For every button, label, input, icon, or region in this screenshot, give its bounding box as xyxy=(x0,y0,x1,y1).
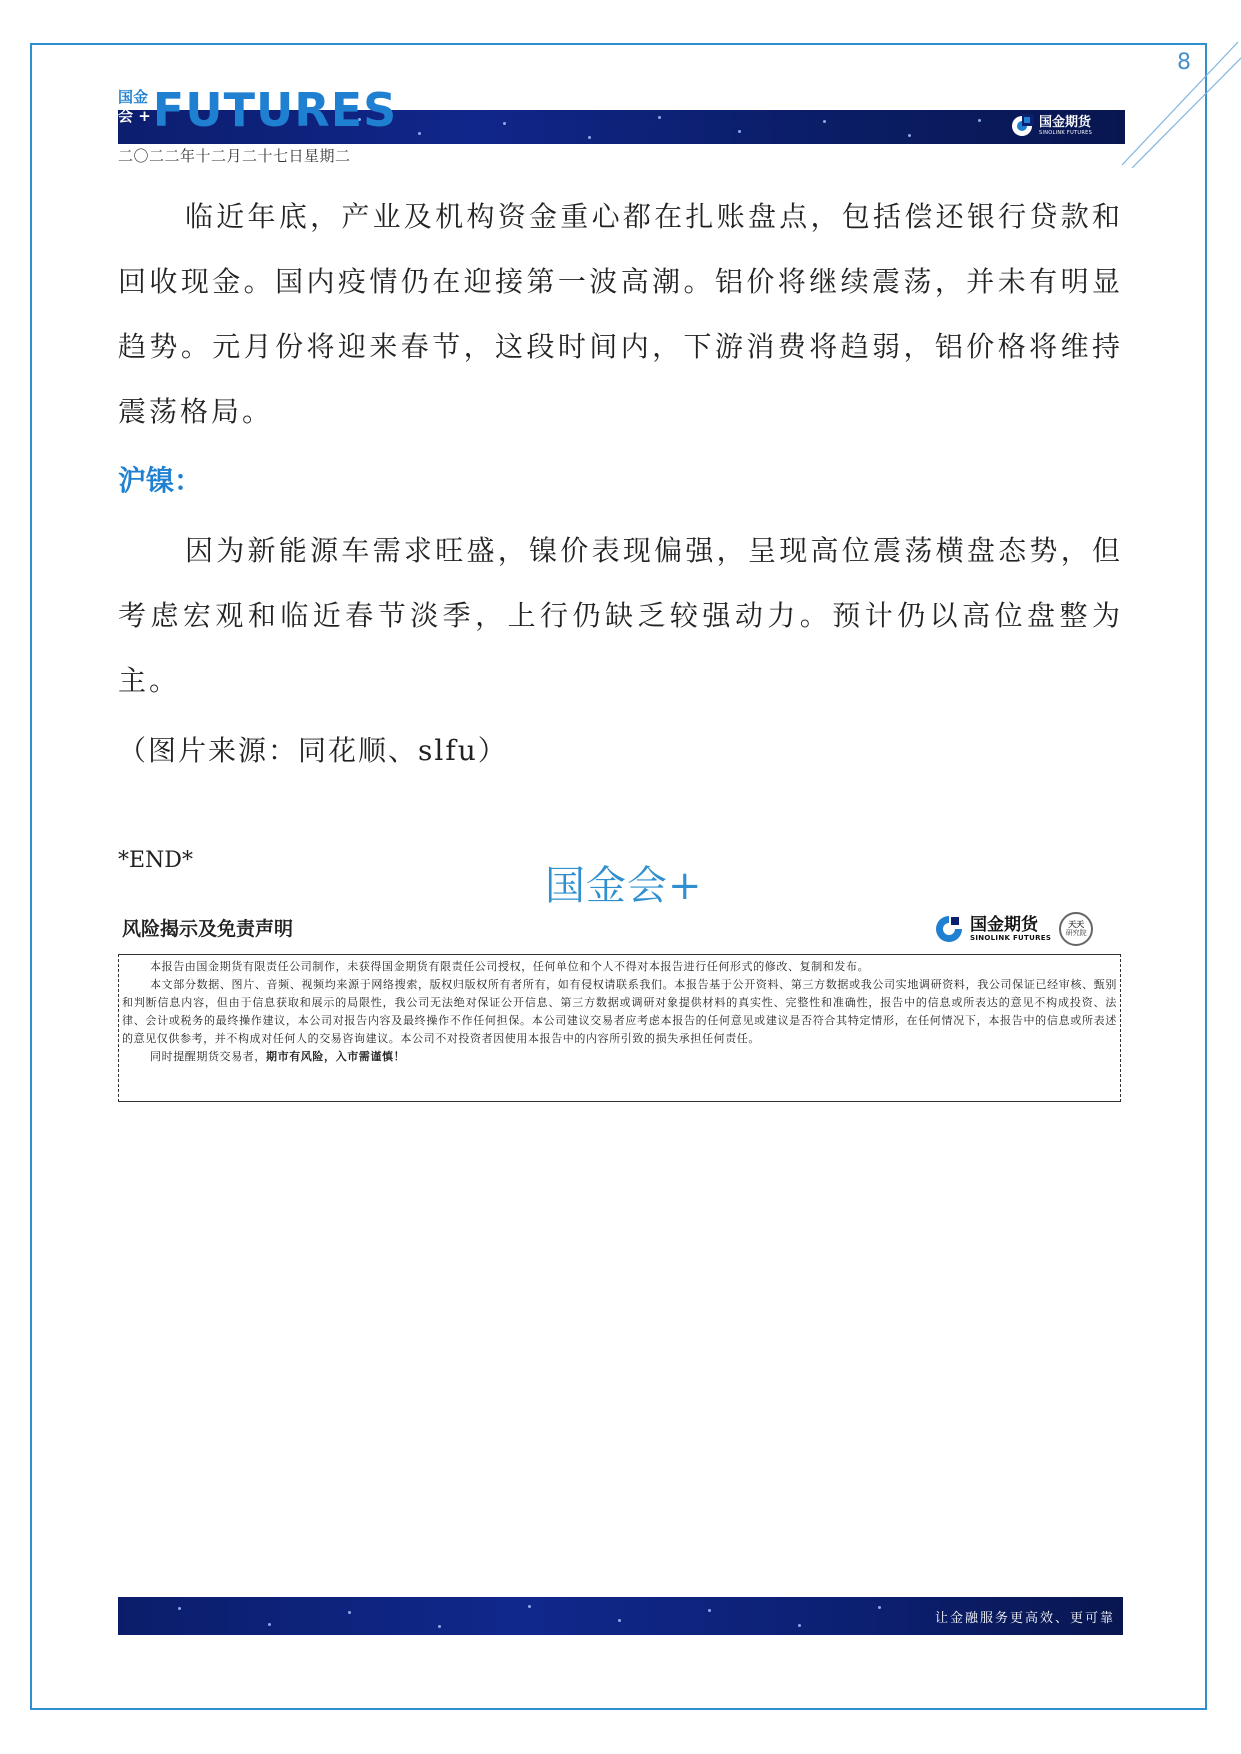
disclaimer-brand xyxy=(934,912,1093,946)
main-content xyxy=(118,184,1123,779)
seal-top-text: 天天 xyxy=(1068,920,1085,929)
disclaimer-para-2: 本文部分数据、图片、音频、视频均来源于网络搜索，版权归版权所有者所有，如有侵权请联系我们。本报告基于公开资料、第三方数据或我公司实地调研资料，我公司保证已经审核、甄别和判断信息内容，但由于信息获取和展示的局限性，我公司无法绝对保证公开信息、第三方数据或调研对象提供材料的真实性、完整性和准确性，报告中的信息或所表达的意见不构成投资、法律、会计或税务的最终操作建议，本公司对报告内容及最终操作不作任何担保。本公司建议交易者应考虑本报告的任何意见或建议是否符合其特定情形，在任何情况下，本报告中的信息或所表述的意见仅供参考，并不构成对任何人的交易咨询建议。本公司不对投资者因使用本报告中的内容所引致的损失承担任何责任。 xyxy=(122,978,1117,1045)
logo-cn-line2: 会 + xyxy=(118,107,151,125)
end-mark: *END* xyxy=(118,848,193,873)
disclaimer-box xyxy=(118,954,1121,1102)
disclaimer-brand-cn: 国金期货 xyxy=(970,914,1038,935)
disclaimer-title: 风险揭示及免责声明 xyxy=(122,918,294,940)
paragraph-nickel: 因为新能源车需求旺盛，镍价表现偏强，呈现高位震荡横盘态势，但考虑宏观和临近春节淡季，上行仍缺乏较强动力。预计仍以高位盘整为主。 xyxy=(118,534,1123,697)
disclaimer-reminder: 同时提醒期货交易者， xyxy=(150,1050,266,1063)
disclaimer-brand-en: SINOLINK FUTURES xyxy=(970,933,1052,942)
seal-bottom-text: 研究院 xyxy=(1065,929,1087,937)
paragraph-aluminum: 临近年底，产业及机构资金重心都在扎账盘点，包括偿还银行贷款和回收现金。国内疫情仍在迎接第一波高潮。铝价将继续震荡，并未有明显趋势。元月份将迎来春节，这段时间内，下游消费将趋弱，铝价格将维持震荡格局。 xyxy=(118,200,1123,428)
logo-cn-line1: 国金 xyxy=(118,88,149,106)
header-brand-cn: 国金期货 xyxy=(1039,114,1092,130)
section-heading-nickel: 沪镍： xyxy=(118,464,203,497)
research-seal-icon xyxy=(1059,912,1093,946)
sinolink-logo-icon xyxy=(1010,114,1034,138)
logo-en: FUTURES xyxy=(152,83,398,137)
risk-warning: 期市有风险，入市需谨慎！ xyxy=(266,1050,406,1063)
sinolink-logo-icon xyxy=(934,914,964,944)
header-brand-en: SINOLINK FUTURES xyxy=(1039,129,1093,136)
footer-slogan: 让金融服务更高效、更可靠 xyxy=(934,1611,1115,1626)
header-brand xyxy=(1010,114,1092,138)
disclaimer-para-1: 本报告由国金期货有限责任公司制作，未获得国金期货有限责任公司授权，任何单位和个人不得对本报告进行任何形式的修改、复制和发布。 xyxy=(150,960,870,973)
page-number: 8 xyxy=(1177,50,1191,75)
footer-banner xyxy=(118,1597,1123,1635)
report-date: 二〇二二年十二月二十七日星期二 xyxy=(118,147,351,165)
image-source-note: （图片来源：同花顺、slfu） xyxy=(118,734,508,767)
center-brand: 国金会+ xyxy=(545,863,703,909)
disclaimer-para-3 xyxy=(122,1048,1117,1066)
futures-logo xyxy=(118,83,398,137)
